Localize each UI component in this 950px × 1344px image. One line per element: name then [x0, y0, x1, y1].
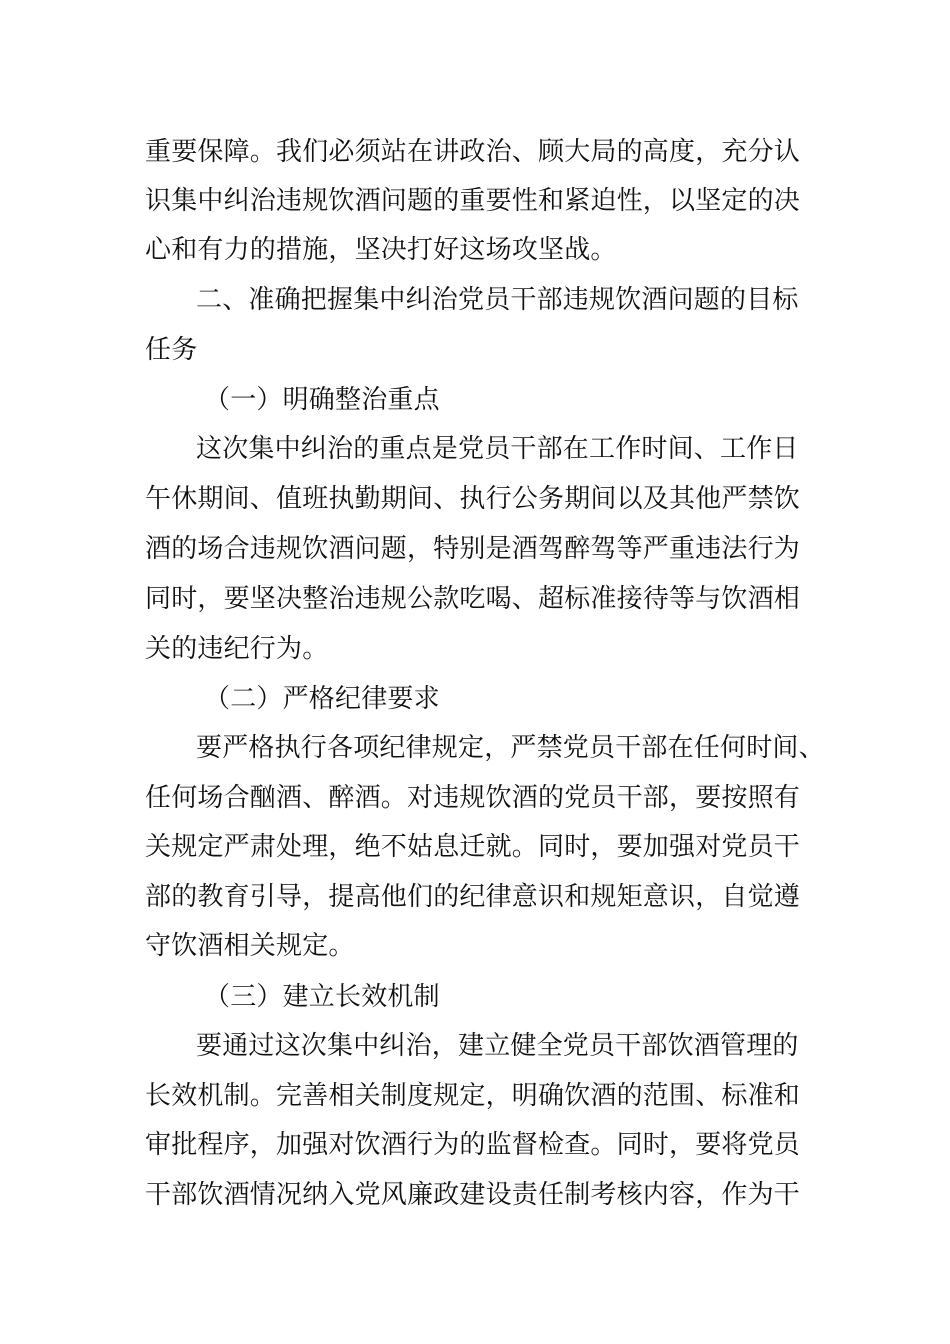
text-line: 这次集中纠治的重点是党员干部在工作时间、工作日 [196, 434, 799, 464]
text-line: 关的违纪行为。 [145, 634, 329, 664]
text-line: 心和有力的措施，坚决打好这场攻坚战。 [145, 235, 617, 265]
text-line: 要通过这次集中纠治，建立健全党员干部饮酒管理的 [196, 1031, 799, 1061]
text-line: 同时，要坚决整治违规公款吃喝、超标准接待等与饮酒相 [145, 584, 801, 614]
text-line: 关规定严肃处理，绝不姑息迁就。同时，要加强对党员干 [145, 832, 801, 862]
subsection-heading: （二）严格纪律要求 [204, 684, 440, 714]
subsection-heading: （一）明确整治重点 [204, 385, 440, 415]
text-line: 长效机制。完善相关制度规定，明确饮酒的范围、标准和 [145, 1081, 801, 1111]
text-line: 守饮酒相关规定。 [145, 931, 355, 961]
text-line: 部的教育引导，提高他们的纪律意识和规矩意识，自觉遵 [145, 882, 801, 912]
text-line: 重要保障。我们必须站在讲政治、顾大局的高度，充分认 [145, 137, 801, 167]
text-line: 要严格执行各项纪律规定，严禁党员干部在任何时间、 [196, 733, 825, 763]
section-heading: 二、准确把握集中纠治党员干部违规饮酒问题的目标 [196, 285, 799, 315]
text-line: 干部饮酒情况纳入党风廉政建设责任制考核内容，作为干 [145, 1180, 801, 1210]
section-heading-continued: 任务 [145, 335, 198, 365]
text-line: 酒的场合违规饮酒问题，特别是酒驾醉驾等严重违法行为 [145, 534, 801, 564]
text-line: 任何场合酗酒、醉酒。对违规饮酒的党员干部，要按照有 [145, 783, 801, 813]
text-line: 识集中纠治违规饮酒问题的重要性和紧迫性，以坚定的决 [145, 186, 801, 216]
subsection-heading: （三）建立长效机制 [204, 982, 440, 1012]
text-line: 午休期间、值班执勤期间、执行公务期间以及其他严禁饮 [145, 484, 801, 514]
text-line: 审批程序，加强对饮酒行为的监督检查。同时，要将党员 [145, 1130, 801, 1160]
